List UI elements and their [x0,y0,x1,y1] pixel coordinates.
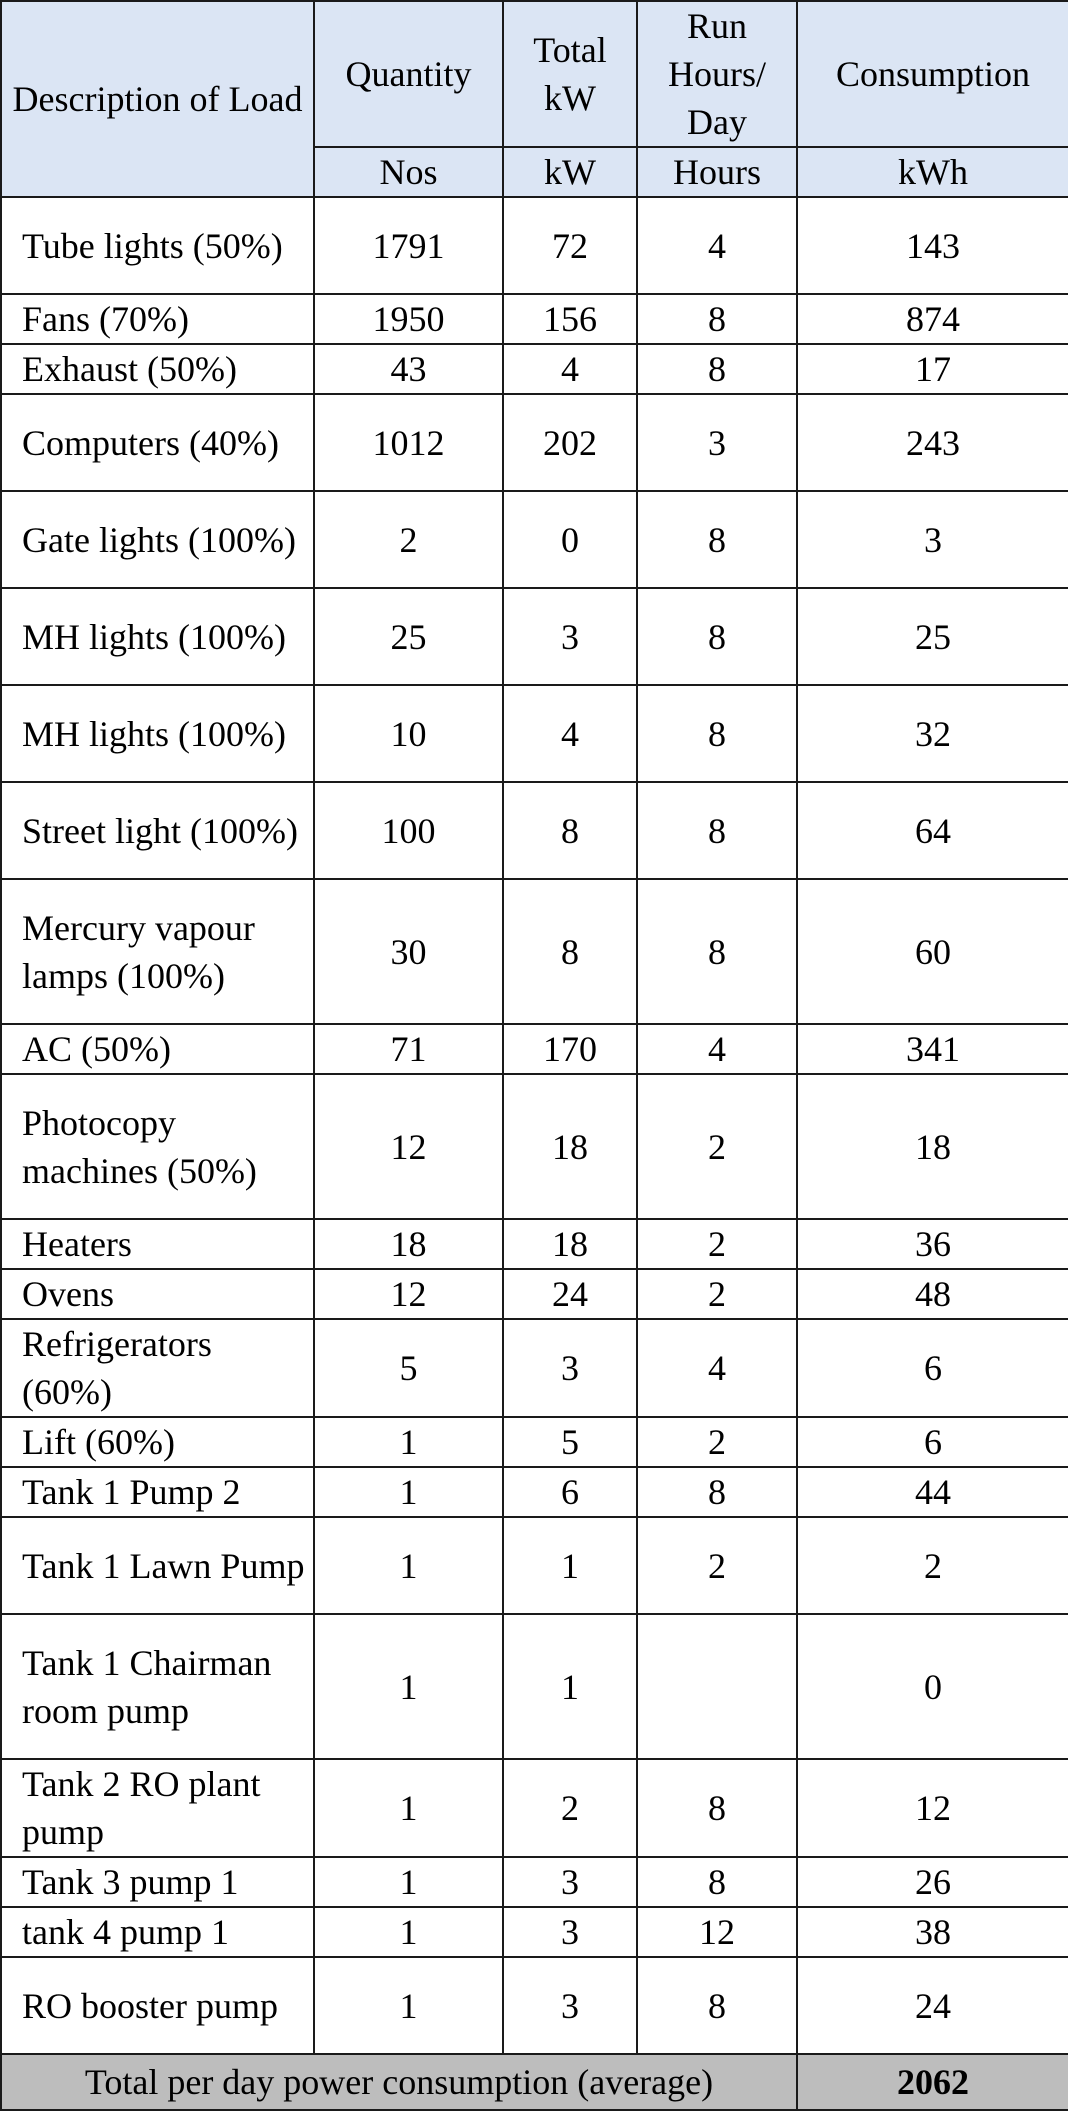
cell-consumption: 143 [797,197,1068,294]
cell-quantity: 12 [314,1269,503,1319]
cell-total-kw: 2 [503,1759,637,1857]
cell-run-hours: 8 [637,1759,797,1857]
table-row [1,1269,1068,1319]
cell-description: Mercury vapour lamps (100%) [1,879,314,1024]
table-row [1,491,1068,588]
cell-total-kw: 156 [503,294,637,344]
cell-quantity: 12 [314,1074,503,1219]
cell-quantity: 71 [314,1024,503,1074]
cell-run-hours: 2 [637,1219,797,1269]
cell-total-kw: 1 [503,1517,637,1614]
table-row [1,344,1068,394]
table-footer [1,2054,1068,2110]
cell-description: Exhaust (50%) [1,344,314,394]
cell-run-hours: 8 [637,588,797,685]
table-row [1,1517,1068,1614]
cell-total-kw: 3 [503,588,637,685]
cell-quantity: 100 [314,782,503,879]
cell-run-hours: 12 [637,1907,797,1957]
unit-consumption: kWh [797,147,1068,197]
cell-quantity: 5 [314,1319,503,1417]
cell-consumption: 17 [797,344,1068,394]
cell-quantity: 1 [314,1517,503,1614]
cell-quantity: 2 [314,491,503,588]
cell-quantity: 1791 [314,197,503,294]
cell-quantity: 25 [314,588,503,685]
header-row [1,1,1068,147]
cell-total-kw: 18 [503,1074,637,1219]
cell-total-kw: 5 [503,1417,637,1467]
cell-description: MH lights (100%) [1,588,314,685]
cell-total-kw: 72 [503,197,637,294]
cell-consumption: 874 [797,294,1068,344]
cell-consumption: 12 [797,1759,1068,1857]
cell-description: Tank 1 Chairman room pump [1,1614,314,1759]
cell-consumption: 6 [797,1319,1068,1417]
cell-total-kw: 4 [503,344,637,394]
table-row [1,1957,1068,2054]
cell-run-hours: 8 [637,685,797,782]
header-total-kw: Total kW [503,1,637,147]
cell-total-kw: 170 [503,1024,637,1074]
cell-quantity: 1012 [314,394,503,491]
cell-quantity: 30 [314,879,503,1024]
cell-total-kw: 3 [503,1907,637,1957]
cell-description: Street light (100%) [1,782,314,879]
cell-quantity: 1 [314,1417,503,1467]
table-row [1,685,1068,782]
cell-quantity: 1 [314,1907,503,1957]
cell-description: AC (50%) [1,1024,314,1074]
table-row [1,1074,1068,1219]
cell-description: Computers (40%) [1,394,314,491]
cell-description: Tank 1 Pump 2 [1,1467,314,1517]
cell-consumption: 48 [797,1269,1068,1319]
cell-description: Ovens [1,1269,314,1319]
cell-run-hours [637,1614,797,1759]
cell-run-hours: 2 [637,1269,797,1319]
header-quantity: Quantity [314,1,503,147]
table-row [1,1467,1068,1517]
cell-description: Heaters [1,1219,314,1269]
header-description: Description of Load [1,1,314,197]
table-row [1,1024,1068,1074]
cell-consumption: 64 [797,782,1068,879]
cell-total-kw: 8 [503,782,637,879]
cell-description: Photocopy machines (50%) [1,1074,314,1219]
table-row [1,1907,1068,1957]
cell-total-kw: 8 [503,879,637,1024]
cell-total-kw: 202 [503,394,637,491]
table-row [1,1219,1068,1269]
cell-total-kw: 3 [503,1857,637,1907]
cell-consumption: 38 [797,1907,1068,1957]
cell-description: Gate lights (100%) [1,491,314,588]
table-row [1,1319,1068,1417]
cell-total-kw: 0 [503,491,637,588]
cell-run-hours: 4 [637,1319,797,1417]
unit-total-kw: kW [503,147,637,197]
cell-total-kw: 1 [503,1614,637,1759]
cell-run-hours: 8 [637,879,797,1024]
cell-consumption: 36 [797,1219,1068,1269]
cell-description: Tank 3 pump 1 [1,1857,314,1907]
cell-description: tank 4 pump 1 [1,1907,314,1957]
cell-consumption: 60 [797,879,1068,1024]
total-row [1,2054,1068,2110]
cell-quantity: 1 [314,1467,503,1517]
cell-run-hours: 8 [637,782,797,879]
total-value: 2062 [797,2054,1068,2110]
cell-run-hours: 8 [637,1467,797,1517]
cell-consumption: 26 [797,1857,1068,1907]
table-row [1,782,1068,879]
cell-quantity: 10 [314,685,503,782]
cell-description: Tank 1 Lawn Pump [1,1517,314,1614]
cell-total-kw: 18 [503,1219,637,1269]
cell-description: RO booster pump [1,1957,314,2054]
table-row [1,1759,1068,1857]
cell-consumption: 18 [797,1074,1068,1219]
cell-description: Tank 2 RO plant pump [1,1759,314,1857]
table-body [1,197,1068,2054]
cell-run-hours: 4 [637,197,797,294]
cell-consumption: 2 [797,1517,1068,1614]
cell-run-hours: 2 [637,1517,797,1614]
cell-consumption: 44 [797,1467,1068,1517]
cell-total-kw: 4 [503,685,637,782]
cell-quantity: 1 [314,1759,503,1857]
cell-run-hours: 8 [637,491,797,588]
unit-run-hours: Hours [637,147,797,197]
cell-consumption: 32 [797,685,1068,782]
cell-run-hours: 3 [637,394,797,491]
table-row [1,197,1068,294]
cell-quantity: 18 [314,1219,503,1269]
cell-description: Tube lights (50%) [1,197,314,294]
cell-run-hours: 8 [637,344,797,394]
cell-consumption: 341 [797,1024,1068,1074]
cell-total-kw: 6 [503,1467,637,1517]
cell-consumption: 0 [797,1614,1068,1759]
table-row [1,879,1068,1024]
cell-quantity: 1 [314,1957,503,2054]
table-row [1,1417,1068,1467]
table-row [1,1614,1068,1759]
cell-quantity: 1 [314,1857,503,1907]
cell-description: Fans (70%) [1,294,314,344]
cell-description: MH lights (100%) [1,685,314,782]
total-label: Total per day power consumption (average) [1,2054,797,2110]
cell-total-kw: 3 [503,1319,637,1417]
unit-quantity: Nos [314,147,503,197]
cell-run-hours: 8 [637,1957,797,2054]
cell-total-kw: 3 [503,1957,637,2054]
cell-run-hours: 8 [637,1857,797,1907]
table-row [1,294,1068,344]
table-header [1,1,1068,197]
cell-run-hours: 2 [637,1074,797,1219]
cell-run-hours: 2 [637,1417,797,1467]
cell-consumption: 6 [797,1417,1068,1467]
cell-quantity: 1 [314,1614,503,1759]
cell-description: Lift (60%) [1,1417,314,1467]
cell-run-hours: 4 [637,1024,797,1074]
cell-description: Refrigerators (60%) [1,1319,314,1417]
cell-consumption: 25 [797,588,1068,685]
cell-consumption: 24 [797,1957,1068,2054]
cell-quantity: 43 [314,344,503,394]
cell-consumption: 243 [797,394,1068,491]
header-run-hours: Run Hours/ Day [637,1,797,147]
table-row [1,1857,1068,1907]
header-consumption: Consumption [797,1,1068,147]
table-row [1,394,1068,491]
cell-total-kw: 24 [503,1269,637,1319]
cell-consumption: 3 [797,491,1068,588]
cell-quantity: 1950 [314,294,503,344]
cell-run-hours: 8 [637,294,797,344]
table-row [1,588,1068,685]
